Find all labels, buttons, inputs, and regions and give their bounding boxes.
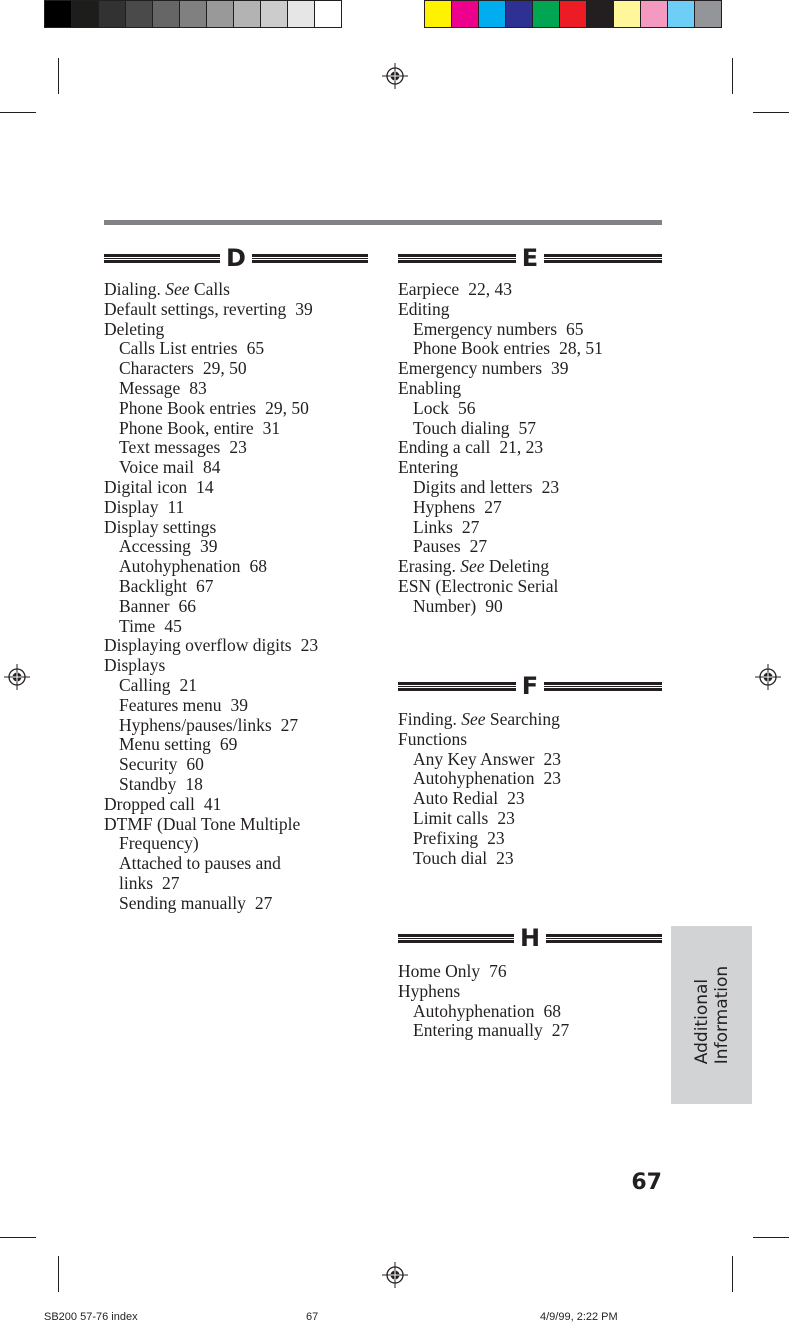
index-subentry bbox=[104, 775, 318, 795]
entry-term: Any Key Answer bbox=[413, 748, 535, 769]
index-entry bbox=[104, 518, 318, 538]
index-subentry bbox=[104, 834, 318, 854]
section-letter: H bbox=[519, 924, 541, 952]
entry-term: Voice mail bbox=[119, 457, 195, 478]
index-subentry bbox=[104, 894, 318, 914]
footer-page: 67 bbox=[306, 1311, 319, 1323]
entry-term: Displaying overflow digits bbox=[104, 635, 292, 656]
index-entry bbox=[104, 300, 318, 320]
page-reference: 31 bbox=[262, 417, 281, 438]
index-entry bbox=[398, 458, 603, 478]
entry-term: Display bbox=[104, 496, 159, 517]
page-reference: 39 bbox=[295, 298, 313, 319]
index-subentry bbox=[104, 716, 318, 736]
index-subentry bbox=[104, 696, 318, 716]
color-swatch bbox=[695, 1, 721, 27]
page-reference: 39 bbox=[230, 694, 249, 715]
entry-term: Calling bbox=[119, 674, 171, 695]
color-swatch bbox=[99, 1, 125, 27]
page-reference: 65 bbox=[246, 338, 265, 359]
entry-term: Hyphens bbox=[413, 496, 476, 517]
index-entry bbox=[398, 982, 569, 1002]
entry-term: Entering manually bbox=[413, 1020, 543, 1041]
entry-term: Earpiece bbox=[398, 279, 460, 299]
page-reference: 83 bbox=[189, 377, 207, 398]
entry-term: Dialing. bbox=[104, 279, 161, 299]
entry-term: Finding. bbox=[398, 709, 457, 729]
section-letter: F bbox=[521, 672, 539, 700]
index-subentry bbox=[398, 518, 603, 538]
index-entry bbox=[398, 359, 603, 379]
entry-term: Features menu bbox=[119, 694, 222, 715]
page-reference: 69 bbox=[219, 734, 238, 755]
entry-term: Enabling bbox=[398, 377, 462, 398]
entry-term: Calls List entries bbox=[119, 338, 238, 359]
index-subentry bbox=[104, 359, 318, 379]
see-label: See bbox=[461, 709, 486, 729]
index-entry bbox=[104, 795, 318, 815]
page-reference: 23 bbox=[229, 437, 247, 458]
entry-term: Home Only bbox=[398, 961, 481, 981]
index-subentry bbox=[104, 557, 318, 577]
index-subentry bbox=[104, 419, 318, 439]
entry-term: Digits and letters bbox=[413, 476, 533, 497]
index-subentry bbox=[398, 769, 561, 789]
entry-term: Links bbox=[413, 516, 453, 537]
color-swatch bbox=[72, 1, 98, 27]
page-reference: 11 bbox=[167, 496, 185, 517]
entry-term: Backlight bbox=[119, 575, 188, 596]
page-reference: 23 bbox=[543, 768, 562, 789]
page-reference: 23 bbox=[300, 635, 319, 656]
page-reference: 57 bbox=[518, 417, 536, 438]
registration-target-icon bbox=[382, 63, 408, 89]
color-swatch bbox=[261, 1, 287, 27]
page-reference: 27 bbox=[469, 536, 488, 557]
page-reference: 27 bbox=[162, 872, 180, 893]
entry-term: Autohyphenation bbox=[413, 1000, 535, 1021]
page-reference: 27 bbox=[280, 714, 299, 735]
color-swatch bbox=[479, 1, 505, 27]
index-subentry bbox=[104, 458, 318, 478]
entry-term: Limit calls bbox=[413, 807, 489, 828]
color-swatch bbox=[425, 1, 451, 27]
index-subentry bbox=[398, 597, 603, 617]
page-reference: 84 bbox=[203, 457, 221, 478]
entry-term: Text messages bbox=[119, 437, 221, 458]
index-subentry bbox=[398, 399, 603, 419]
entry-term: Characters bbox=[119, 358, 194, 379]
color-swatch bbox=[452, 1, 478, 27]
page-reference: 28, 51 bbox=[559, 338, 603, 359]
cross-reference: Deleting bbox=[488, 556, 550, 577]
entry-term: Auto Redial bbox=[413, 788, 499, 809]
index-list-h bbox=[398, 962, 569, 1041]
index-entry bbox=[104, 636, 318, 656]
entry-term: Digital icon bbox=[104, 476, 188, 497]
entry-term: Message bbox=[119, 377, 181, 398]
index-subentry bbox=[104, 339, 318, 359]
index-subentry bbox=[104, 379, 318, 399]
index-subentry bbox=[398, 498, 603, 518]
page-reference: 23 bbox=[496, 847, 514, 868]
index-entry bbox=[398, 438, 603, 458]
page-reference: 27 bbox=[551, 1020, 570, 1041]
index-entry bbox=[104, 498, 318, 518]
page-reference: 23 bbox=[541, 476, 560, 497]
color-swatch bbox=[45, 1, 71, 27]
registration-target-icon bbox=[382, 1262, 408, 1288]
index-entry bbox=[104, 478, 318, 498]
crop-mark bbox=[0, 112, 36, 113]
index-entry bbox=[398, 962, 569, 982]
index-subentry bbox=[398, 339, 603, 359]
entry-term: Erasing. bbox=[398, 556, 456, 577]
index-subentry bbox=[104, 399, 318, 419]
entry-term: Entering bbox=[398, 457, 459, 478]
entry-term: Autohyphenation bbox=[413, 768, 535, 789]
entry-term: Accessing bbox=[119, 536, 191, 557]
heading-rule bbox=[398, 254, 516, 263]
section-heading-d bbox=[104, 245, 368, 271]
see-label: See bbox=[165, 279, 190, 299]
crop-mark bbox=[58, 1256, 59, 1292]
page-reference: 68 bbox=[249, 556, 268, 577]
page-reference: 29, 50 bbox=[265, 397, 309, 418]
entry-term: Hyphens/pauses/links bbox=[119, 714, 272, 735]
index-subentry bbox=[104, 438, 318, 458]
page-reference: 27 bbox=[484, 496, 502, 517]
page-reference: 21, 23 bbox=[499, 437, 544, 458]
index-entry bbox=[398, 379, 603, 399]
entry-term: Sending manually bbox=[119, 892, 246, 913]
entry-term: Standby bbox=[119, 773, 177, 794]
entry-term: Default settings, reverting bbox=[104, 298, 287, 319]
index-subentry bbox=[398, 849, 561, 869]
index-subentry bbox=[398, 1021, 569, 1041]
page-reference: 66 bbox=[178, 595, 197, 616]
index-subentry bbox=[104, 854, 318, 874]
entry-term: Phone Book, entire bbox=[119, 417, 254, 438]
entry-term: Touch dial bbox=[413, 847, 488, 868]
entry-term: Phone Book entries bbox=[413, 338, 551, 359]
index-entry bbox=[104, 280, 318, 300]
page-reference: 23 bbox=[543, 748, 562, 769]
heading-rule bbox=[398, 682, 516, 691]
entry-term: DTMF (Dual Tone Multiple bbox=[104, 813, 301, 834]
index-subentry bbox=[398, 320, 603, 340]
index-subentry bbox=[398, 750, 561, 770]
index-subentry bbox=[104, 617, 318, 637]
index-subentry bbox=[398, 478, 603, 498]
color-swatch bbox=[207, 1, 233, 27]
side-tab-line: Information bbox=[711, 965, 732, 1065]
index-subentry bbox=[104, 755, 318, 775]
entry-term: Emergency numbers bbox=[398, 358, 543, 379]
color-swatch bbox=[126, 1, 152, 27]
color-swatch bbox=[560, 1, 586, 27]
section-heading-h bbox=[398, 925, 662, 951]
color-registration-bar bbox=[424, 0, 722, 28]
footer-timestamp: 4/9/99, 2:22 PM bbox=[540, 1311, 618, 1323]
index-subentry bbox=[398, 829, 561, 849]
page-reference: 27 bbox=[254, 892, 273, 913]
crop-mark bbox=[753, 1237, 789, 1238]
color-swatch bbox=[533, 1, 559, 27]
index-list-f bbox=[398, 710, 561, 868]
page-reference: 23 bbox=[507, 788, 525, 809]
color-swatch bbox=[180, 1, 206, 27]
color-swatch bbox=[153, 1, 179, 27]
entry-term: Display settings bbox=[104, 516, 217, 537]
heading-rule bbox=[544, 254, 662, 263]
color-swatch bbox=[315, 1, 341, 27]
heading-rule bbox=[252, 254, 368, 263]
cross-reference: Calls bbox=[193, 279, 230, 299]
entry-term: Touch dialing bbox=[413, 417, 510, 438]
entry-term: Emergency numbers bbox=[413, 318, 558, 339]
side-tab-line: Additional bbox=[691, 978, 712, 1065]
crop-mark bbox=[732, 58, 733, 94]
crop-mark bbox=[753, 112, 789, 113]
entry-term: Editing bbox=[398, 298, 450, 319]
entry-term: Autohyphenation bbox=[119, 556, 241, 577]
section-letter: E bbox=[521, 244, 539, 272]
page-reference: 56 bbox=[457, 397, 476, 418]
index-subentry bbox=[398, 809, 561, 829]
header-rule bbox=[104, 220, 662, 225]
page-reference: 76 bbox=[489, 961, 507, 981]
heading-rule bbox=[398, 934, 514, 943]
page-reference: 23 bbox=[487, 827, 505, 848]
color-swatch bbox=[668, 1, 694, 27]
section-heading-e bbox=[398, 245, 662, 271]
entry-term: Attached to pauses and bbox=[119, 853, 281, 874]
entry-term: Dropped call bbox=[104, 793, 195, 814]
index-list-d bbox=[104, 280, 318, 914]
index-entry bbox=[398, 280, 603, 300]
see-label: See bbox=[460, 556, 485, 577]
registration-target-icon bbox=[4, 664, 30, 690]
entry-term: Pauses bbox=[413, 536, 461, 557]
index-entry bbox=[398, 300, 603, 320]
index-entry bbox=[398, 710, 561, 730]
section-letter: D bbox=[226, 244, 246, 272]
registration-target-icon bbox=[755, 664, 781, 690]
page-reference: 45 bbox=[164, 615, 182, 636]
entry-term: Security bbox=[119, 754, 178, 775]
index-entry bbox=[104, 815, 318, 835]
page-reference: 39 bbox=[199, 536, 218, 557]
index-subentry bbox=[104, 537, 318, 557]
entry-term: Deleting bbox=[104, 318, 165, 339]
entry-term: Number) bbox=[413, 595, 477, 616]
page-number: 67 bbox=[631, 1170, 662, 1195]
index-subentry bbox=[398, 537, 603, 557]
entry-term: Time bbox=[119, 615, 156, 636]
entry-term: Menu setting bbox=[119, 734, 211, 755]
entry-term: ESN (Electronic Serial bbox=[398, 575, 559, 596]
color-swatch bbox=[234, 1, 260, 27]
entry-term: Displays bbox=[104, 655, 166, 676]
page-reference: 14 bbox=[196, 476, 214, 497]
index-entry bbox=[104, 320, 318, 340]
color-swatch bbox=[641, 1, 667, 27]
page-reference: 27 bbox=[461, 516, 480, 537]
index-subentry bbox=[398, 789, 561, 809]
crop-mark bbox=[732, 1256, 733, 1292]
page-reference: 65 bbox=[566, 318, 584, 339]
heading-rule bbox=[104, 254, 220, 263]
page-reference: 39 bbox=[551, 358, 569, 379]
entry-term: Hyphens bbox=[398, 980, 461, 1001]
crop-mark bbox=[58, 58, 59, 94]
side-tab-label bbox=[692, 966, 732, 1064]
page-reference: 60 bbox=[186, 754, 204, 775]
entry-term: Frequency) bbox=[119, 833, 199, 854]
section-side-tab bbox=[671, 926, 752, 1104]
index-entry bbox=[398, 557, 603, 577]
footer-filename: SB200 57-76 index bbox=[44, 1311, 138, 1323]
index-entry bbox=[398, 730, 561, 750]
entry-term: links bbox=[119, 872, 154, 893]
entry-term: Lock bbox=[413, 397, 449, 418]
page-reference: 29, 50 bbox=[202, 358, 247, 379]
entry-term: Phone Book entries bbox=[119, 397, 257, 418]
entry-term: Functions bbox=[398, 728, 468, 749]
page-reference: 41 bbox=[203, 793, 222, 814]
crop-mark bbox=[0, 1237, 36, 1238]
index-subentry bbox=[104, 735, 318, 755]
section-heading-f bbox=[398, 673, 662, 699]
index-subentry bbox=[398, 419, 603, 439]
page-reference: 21 bbox=[179, 674, 198, 695]
index-list-e bbox=[398, 280, 603, 617]
index-subentry bbox=[104, 577, 318, 597]
page-reference: 18 bbox=[185, 773, 203, 794]
cross-reference: Searching bbox=[489, 709, 560, 729]
heading-rule bbox=[544, 682, 662, 691]
heading-rule bbox=[546, 934, 662, 943]
color-swatch bbox=[614, 1, 640, 27]
color-swatch bbox=[506, 1, 532, 27]
index-entry bbox=[398, 577, 603, 597]
entry-term: Banner bbox=[119, 595, 170, 616]
page-reference: 23 bbox=[497, 807, 515, 828]
page-reference: 68 bbox=[543, 1000, 562, 1021]
index-subentry bbox=[398, 1002, 569, 1022]
entry-term: Prefixing bbox=[413, 827, 479, 848]
color-swatch bbox=[587, 1, 613, 27]
page-reference: 22, 43 bbox=[468, 279, 512, 299]
grayscale-registration-bar bbox=[44, 0, 342, 28]
page-reference: 67 bbox=[196, 575, 214, 596]
index-subentry bbox=[104, 597, 318, 617]
color-swatch bbox=[288, 1, 314, 27]
index-subentry bbox=[104, 874, 318, 894]
index-entry bbox=[104, 656, 318, 676]
index-subentry bbox=[104, 676, 318, 696]
page-reference: 90 bbox=[485, 595, 503, 616]
entry-term: Ending a call bbox=[398, 437, 491, 458]
